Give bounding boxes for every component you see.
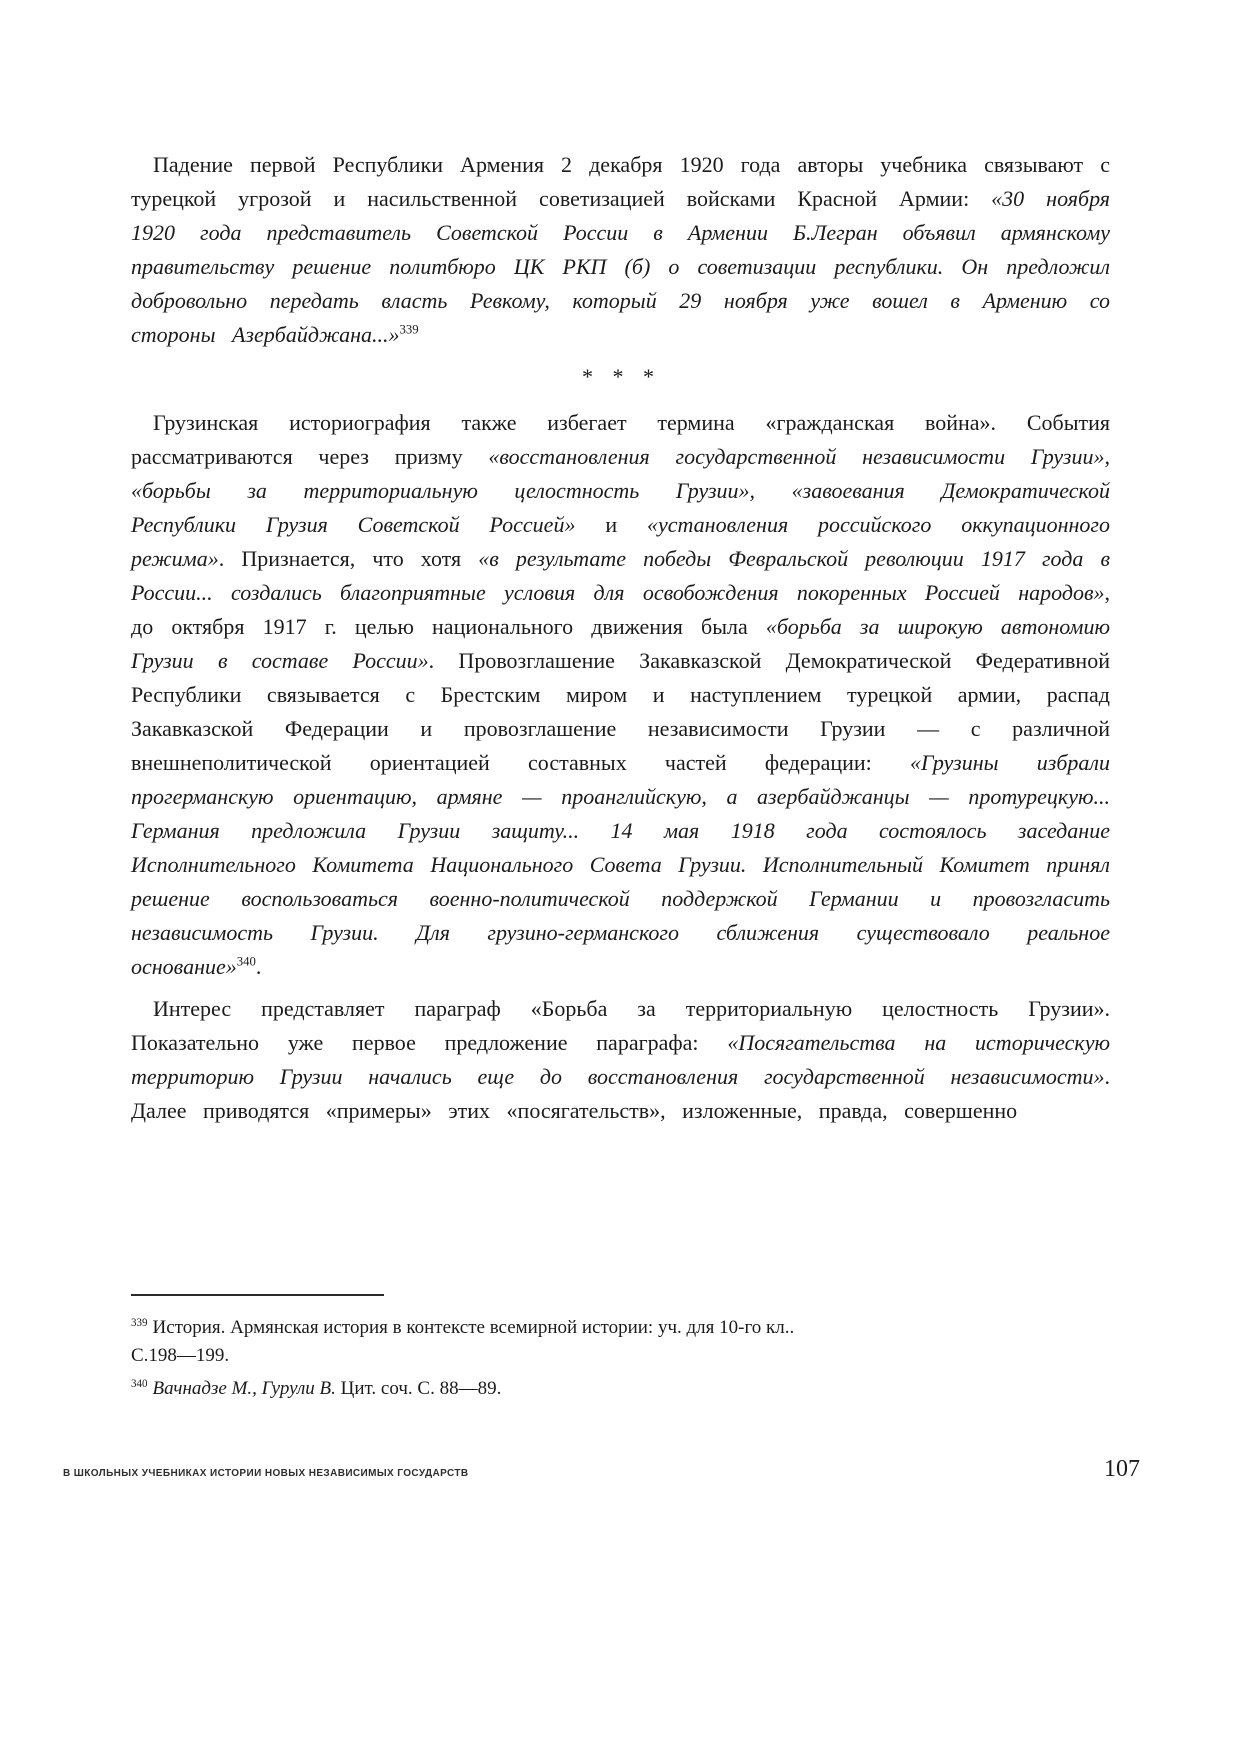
text-run: . Признается, что хотя xyxy=(218,546,479,571)
text-run: «восстановления государственной независимости Грузии», «борьбы за территориальную целостность Грузии», «завоевания Демократической Республики Грузия Советской Россией» xyxy=(131,444,1110,537)
text-run: С.198—199. xyxy=(131,1345,230,1366)
text-run: «в результате победы Февральской революции 1917 года в России... создались благоприятные условия для освобождения покоренных Россией народов» xyxy=(131,546,1111,605)
text-run: Грузинская историография также избегает термина «гражданская война». События рассматриваются через призму xyxy=(131,410,1110,469)
text-run: «Грузины избрали прогерманскую ориентацию, армяне — проанглийскую, а азербайджанцы — протурецкую... Германия предложила Грузии защиту... 14 мая 1918 года состоялось заседание Исполнительного Комитета Национального Совета Грузии. Исполнительный Комитет принял решение воспользоваться военно-политической поддержкой Германии и провозгласить независимость Грузии. Для грузино-германского сближения существовало реальное основание» xyxy=(131,750,1110,979)
paragraph-armenia-fall xyxy=(131,148,1110,352)
footnote-marker: 339 xyxy=(131,1316,148,1329)
text-run: Интерес представляет параграф «Борьба за территориальную целостность Грузии». Показательно уже первое предложение параграфа: xyxy=(131,996,1110,1055)
section-separator: * * * xyxy=(582,364,659,389)
footnote-reference: 340 xyxy=(236,954,256,969)
paragraph-georgia-territorial-integrity xyxy=(131,992,1110,1128)
page-footer xyxy=(63,1456,1140,1483)
text-run: «30 ноября 1920 года представитель Советской России в Армении Б.Легран объявил армянскому правительству решение политбюро ЦК РКП (б) о советизации республики. Он предложил добровольно передать власть Ревкому, который 29 ноября уже вошел в Армению со стороны Азербайджана...» xyxy=(131,186,1111,347)
main-text-column xyxy=(131,148,1110,1136)
text-run: . Далее приводятся «примеры» этих «посягательств», изложенные, правда, совершенно xyxy=(131,1064,1110,1123)
text-run: «установления российского оккупационного режима» xyxy=(131,512,1110,571)
running-footer-caption: В ШКОЛЬНЫХ УЧЕБНИКАХ ИСТОРИИ НОВЫХ НЕЗАВИСИМЫХ ГОСУДАРСТВ xyxy=(63,1468,469,1479)
footnotes-section xyxy=(131,1294,1110,1408)
paragraphs-container xyxy=(131,148,1110,1128)
paragraph-georgian-historiography xyxy=(131,406,1110,984)
footnotes-container xyxy=(131,1314,1110,1403)
text-run: . xyxy=(255,954,262,979)
text-run: , до октября 1917 г. целью национального движения была xyxy=(131,580,1110,639)
text-run: Цит. соч. С. 88—89. xyxy=(335,1378,502,1399)
footnote xyxy=(131,1314,1110,1370)
text-run: . Провозглашение Закавказской Демократической Федеративной Республики связывается с Брестским миром и наступлением турецкой армии, распад Закавказской Федерации и провозглашение независимости Грузии — с различной внешнеполитической ориентацией составных частей федерации: xyxy=(131,648,1110,775)
text-run: «борьба за широкую автономию Грузии в составе России» xyxy=(131,614,1110,673)
text-run: Вачнадзе М., Гурули В. xyxy=(152,1378,336,1399)
text-run: История. Армянская история в контексте всемирной истории: уч. для 10-го кл.. xyxy=(152,1317,795,1338)
footnote-reference: 339 xyxy=(399,322,419,337)
page-number: 107 xyxy=(1104,1456,1140,1482)
footnote-marker: 340 xyxy=(131,1377,148,1390)
footnote xyxy=(131,1375,1110,1403)
footnote-separator-line xyxy=(131,1294,384,1296)
text-run: «Посягательства на историческую территорию Грузии начались еще до восстановления государственной независимости» xyxy=(131,1030,1110,1089)
text-run: Падение первой Республики Армения 2 декабря 1920 года авторы учебника связывают с турецкой угрозой и насильственной советизацией войсками Красной Армии: xyxy=(131,152,1110,211)
text-run: и xyxy=(575,512,647,537)
